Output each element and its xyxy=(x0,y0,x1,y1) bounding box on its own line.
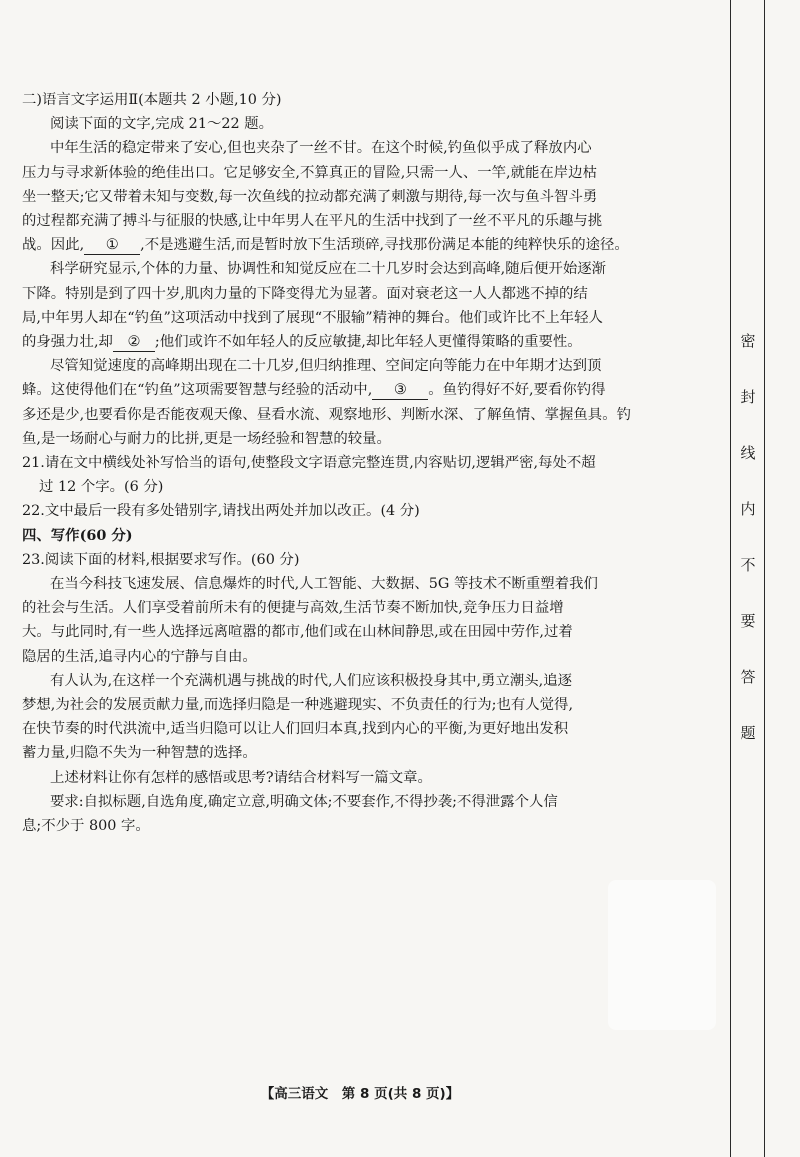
passage-paragraph-3 xyxy=(22,354,710,451)
text-line: 局,中年男人却在“钓鱼”这项活动中找到了展现“不服输”精神的舞台。他们或许比不上年轻人 xyxy=(22,309,603,326)
question-22: 22.文中最后一段有多处错别字,请找出两处并加以改正。(4 分) xyxy=(22,503,420,520)
text-line: 在快节奏的时代洪流中,适当归隐可以让人们回归本真,找到内心的平衡,为更好地出发积 xyxy=(22,721,569,738)
seal-char: 不 xyxy=(740,556,756,574)
writing-prompt: 上述材料让你有怎样的感悟或思考?请结合材料写一篇文章。 xyxy=(50,769,432,786)
seal-char: 线 xyxy=(740,444,756,462)
fill-blank-2[interactable]: ② xyxy=(113,333,155,352)
writing-section-heading: 四、写作(60 分) xyxy=(22,526,133,544)
seal-char: 要 xyxy=(740,612,756,630)
text-line: 息;不少于 800 字。 xyxy=(22,818,150,835)
seal-char: 内 xyxy=(740,500,756,518)
fill-blank-1[interactable]: ① xyxy=(84,236,140,255)
text-line: 多还是少,也要看你是否能夜观天像、昼看水流、观察地形、判断水深、了解鱼情、掌握鱼具。钓 xyxy=(22,406,631,423)
text-line: 尽管知觉速度的高峰期出现在二十几岁,但归纳推理、空间定向等能力在中年期才达到顶 xyxy=(50,358,602,375)
seal-char: 密 xyxy=(740,332,756,350)
text-line xyxy=(22,378,710,402)
text-line: 21.请在文中横线处补写恰当的语句,使整段文字语意完整连贯,内容贴切,逻辑严密,每处不超 xyxy=(22,455,596,472)
seal-line-notice xyxy=(737,330,759,778)
text-fragment: 蜂。这使得他们在“钓鱼”这项需要智慧与经验的活动中, xyxy=(22,382,373,399)
binding-line-outer xyxy=(764,0,765,1157)
text-line: 在当今科技飞速发展、信息爆炸的时代,人工智能、大数据、5G 等技术不断重塑着我们 xyxy=(50,576,598,593)
text-line: 的过程都充满了搏斗与征服的快感,让中年男人在平凡的生活中找到了一丝不平凡的乐趣与挑 xyxy=(22,213,603,230)
text-fragment: 。鱼钓得好不好,要看你钓得 xyxy=(428,382,606,399)
text-line: 压力与寻求新体验的绝佳出口。它足够安全,不算真正的冒险,只需一人、一竿,就能在岸边枯 xyxy=(22,164,597,181)
scan-smudge xyxy=(608,880,716,1030)
text-line: 蓄力量,归隐不失为一种智慧的选择。 xyxy=(22,745,257,762)
text-line: 要求:自拟标题,自选角度,确定立意,明确文体;不要套作,不得抄袭;不得泄露个人信 xyxy=(50,793,558,810)
text-line: 坐一整天;它又带着未知与变数,每一次鱼线的拉动都充满了刺激与期待,每一次与鱼斗智斗勇 xyxy=(22,188,598,205)
text-line xyxy=(22,233,710,257)
text-line: 大。与此同时,有一些人选择远离喧嚣的都市,他们或在山林间静思,或在田园中劳作,过着 xyxy=(22,624,573,641)
seal-char: 封 xyxy=(740,388,756,406)
text-fragment: 的身强力壮,却 xyxy=(22,334,113,351)
binding-line-inner xyxy=(730,0,731,1157)
text-line: 隐居的生活,追寻内心的宁静与自由。 xyxy=(22,648,257,665)
text-line: 鱼,是一场耐心与耐力的比拼,更是一场经验和智慧的较量。 xyxy=(22,430,391,447)
text-column xyxy=(22,88,710,838)
material-paragraph-2 xyxy=(22,669,710,766)
text-line xyxy=(22,330,710,354)
text-line: 的社会与生活。人们享受着前所未有的便捷与高效,生活节奏不断加快,竞争压力日益增 xyxy=(22,600,564,617)
page-footer: 【高三语文 第 8 页(共 8 页)】 xyxy=(260,1086,460,1102)
text-line: 下降。特别是到了四十岁,肌肉力量的下降变得尤为显著。面对衰老这一人人都逃不掉的结 xyxy=(22,285,588,302)
text-fragment: ;他们或许不如年轻人的反应敏捷,却比年轻人更懂得策略的重要性。 xyxy=(154,334,582,351)
text-fragment: ,不是逃避生活,而是暂时放下生活琐碎,寻找那份满足本能的纯粹快乐的途径。 xyxy=(140,237,629,254)
seal-char: 题 xyxy=(740,724,756,742)
question-21 xyxy=(22,451,710,499)
text-line: 过 12 个字。(6 分) xyxy=(39,479,164,496)
section-heading: 二)语言文字运用Ⅱ(本题共 2 小题,10 分) xyxy=(22,92,282,108)
passage-paragraph-1 xyxy=(22,136,710,257)
text-fragment: 战。因此, xyxy=(22,237,85,254)
text-line: 有人认为,在这样一个充满机遇与挑战的时代,人们应该积极投身其中,勇立潮头,追逐 xyxy=(50,672,572,689)
reading-instruction: 阅读下面的文字,完成 21～22 题。 xyxy=(50,116,274,133)
question-23: 23.阅读下面的材料,根据要求写作。(60 分) xyxy=(22,551,300,568)
seal-char: 答 xyxy=(740,668,756,686)
text-line: 中年生活的稳定带来了安心,但也夹杂了一丝不甘。在这个时候,钓鱼似乎成了释放内心 xyxy=(50,140,592,157)
text-line: 梦想,为社会的发展贡献力量,而选择归隐是一种逃避现实、不负责任的行为;也有人觉得, xyxy=(22,697,574,714)
writing-requirements xyxy=(22,790,710,838)
fill-blank-3[interactable]: ③ xyxy=(372,381,428,400)
passage-paragraph-2 xyxy=(22,257,710,354)
material-paragraph-1 xyxy=(22,572,710,669)
text-line: 科学研究显示,个体的力量、协调性和知觉反应在二十几岁时会达到高峰,随后便开始逐渐 xyxy=(50,261,606,278)
